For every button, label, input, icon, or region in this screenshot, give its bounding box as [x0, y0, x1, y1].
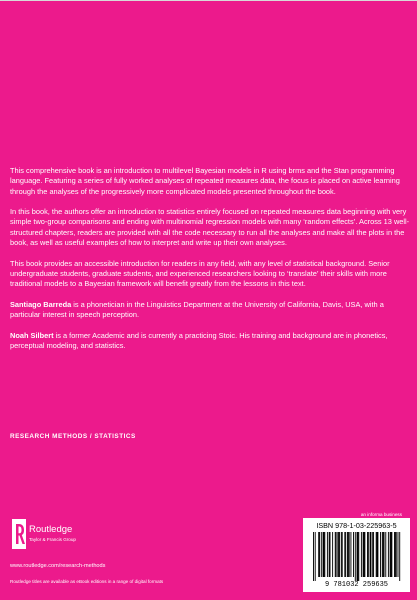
informa-tagline: an informa business	[360, 512, 402, 517]
top-edge	[0, 0, 417, 1]
barcode-bar	[396, 532, 397, 577]
barcode-bar	[384, 532, 385, 577]
author-2-bio-text: is a former Academic and is currently a practicing Stoic. His training and background are in phonetics, perceptual modeling, and statistics.	[10, 330, 388, 351]
barcode-bar	[388, 532, 389, 577]
barcode-bar	[349, 532, 350, 577]
author-2-name: Noah Silbert	[10, 330, 54, 340]
subject-category: RESEARCH METHODS / STATISTICS	[10, 433, 136, 440]
barcode-bar	[382, 532, 383, 577]
barcode-bar	[313, 532, 314, 581]
barcode-bar	[337, 532, 338, 577]
barcode-bar	[319, 532, 320, 577]
publisher-group: Taylor & Francis Group	[29, 537, 76, 542]
barcode-bar	[377, 532, 378, 577]
author-1-bio-text: is a phonetician in the Linguistics Department at the University of California, Davis, USA, with a particular interest in speech perception.	[10, 299, 384, 320]
isbn-text: ISBN 978-1-03-225963-5	[316, 521, 397, 530]
barcode-bar	[330, 532, 331, 577]
barcode-bar	[357, 532, 358, 581]
barcode-bar	[368, 532, 369, 577]
blurb-paragraph-2: In this book, the authors offer an introduction to statistics entirely focused on repeated measures data beginning with very simple two-group comparisons and ending with multinomial regression models with many ‘random effects’. Across 13 well-structured chapters, readers are provided with all the code necessary to run all the analyses and make all the plots in the book, as well as useful examples of how to interpret and write up their own analyses.	[10, 207, 410, 248]
barcode-bar	[339, 532, 340, 577]
barcode-bar	[383, 532, 384, 577]
barcode-bar	[367, 532, 368, 577]
author-1-bio	[10, 300, 410, 321]
barcode-bar	[323, 532, 324, 577]
barcode-bar	[324, 532, 325, 577]
barcode-bar	[318, 532, 319, 577]
barcode-bar	[358, 532, 359, 581]
barcode-bar	[329, 532, 330, 577]
routledge-r-logo-icon	[12, 519, 26, 549]
barcode-bar	[315, 532, 316, 581]
barcode-bar	[355, 532, 356, 581]
barcode-bar	[332, 532, 333, 577]
barcode-bar	[373, 532, 374, 577]
barcode-bar	[341, 532, 342, 577]
barcode-bar	[323, 532, 324, 577]
barcode-bar	[353, 532, 354, 577]
barcode-bar	[363, 532, 364, 577]
barcode-bar	[344, 532, 345, 577]
barcode-bar	[350, 532, 351, 577]
publisher-name: Routledge	[29, 524, 73, 535]
barcode-panel	[303, 518, 410, 592]
barcode-bar	[345, 532, 346, 577]
barcode-bar	[391, 532, 392, 577]
barcode-bar	[335, 532, 336, 577]
barcode-bar	[390, 532, 391, 577]
barcode-bar	[398, 532, 399, 577]
barcode-bar	[377, 532, 378, 577]
barcode-bar	[342, 532, 343, 577]
back-cover-blurb	[10, 166, 410, 362]
barcode-bar	[364, 532, 365, 577]
author-2-bio	[10, 331, 410, 352]
barcode-bar	[348, 532, 349, 577]
barcode-bar	[376, 532, 377, 577]
barcode-bar	[327, 532, 328, 577]
ebook-note: Routledge titles are available as eBook editions in a range of digital formats	[10, 579, 164, 584]
barcode-bar	[385, 532, 386, 577]
barcode-bar	[336, 532, 337, 577]
barcode-bar	[394, 532, 395, 577]
author-1-name: Santiago Barreda	[10, 299, 72, 309]
barcode-bar	[357, 532, 358, 581]
barcode-bar	[371, 532, 372, 577]
barcode-bar	[361, 532, 362, 577]
barcode-bar	[338, 532, 339, 577]
barcode-bar	[347, 532, 348, 577]
barcode-bar	[372, 532, 373, 577]
barcode-bar	[395, 532, 396, 577]
barcode-number: 9 781032 259635	[324, 581, 388, 589]
barcode-bar	[380, 532, 381, 577]
barcode-icon	[313, 532, 401, 581]
barcode-bar	[399, 532, 400, 581]
barcode-bar	[321, 532, 322, 577]
barcode-bar	[370, 532, 371, 577]
blurb-paragraph-1: This comprehensive book is an introduction to multilevel Bayesian models in R using brms and the Stan programming language. Featuring a series of fully worked analyses of repeated measures data, the focus is placed on active learning through the analyses of the progressively more complicated models presented throughout the book.	[10, 166, 400, 196]
blurb-paragraph-3: This book provides an accessible introduction for readers in any field, with any level of statistical background. Senior undergraduate students, graduate students, and experienced researchers looking to ‘translate’ their skills with more traditional models to a Bayesian framework will benefit greatly from the lessons in this text.	[10, 258, 390, 289]
barcode-bar	[391, 532, 392, 577]
publisher-url[interactable]: www.routledge.com/research-methods	[10, 563, 106, 569]
barcode-bar	[364, 532, 365, 577]
